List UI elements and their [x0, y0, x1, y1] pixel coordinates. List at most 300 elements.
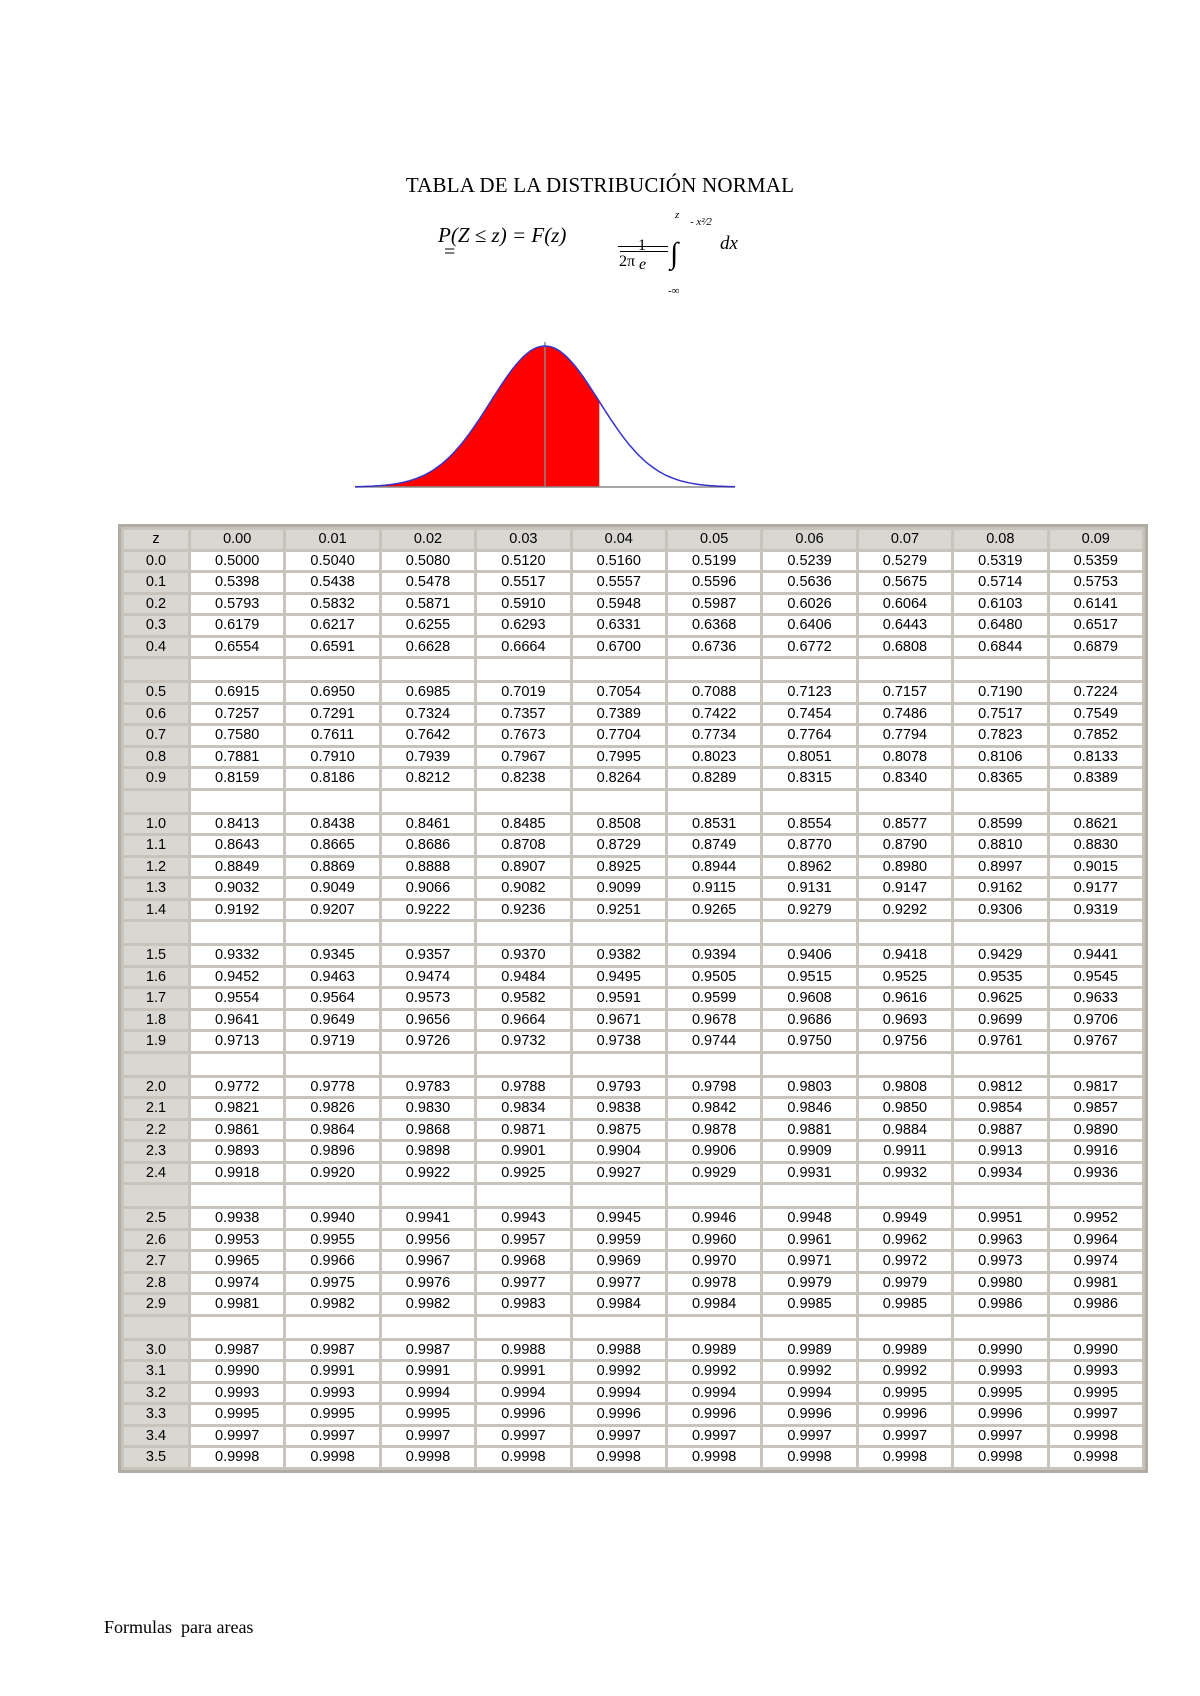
empty-cell: [286, 922, 378, 943]
prob-cell: 0.7673: [477, 726, 569, 745]
prob-cell: 0.5753: [1050, 573, 1142, 592]
empty-cell: [668, 791, 760, 812]
integral-upper-limit: z: [675, 209, 680, 221]
prob-cell: 0.9671: [573, 1011, 665, 1030]
prob-cell: 0.9994: [668, 1384, 760, 1403]
header-col: 0.04: [573, 530, 665, 549]
z-cell: 1.2: [124, 858, 188, 877]
prob-cell: 0.9306: [954, 901, 1046, 920]
empty-cell: [477, 659, 569, 680]
empty-cell: [382, 1317, 474, 1338]
prob-cell: 0.6141: [1050, 595, 1142, 614]
footer-text: Formulas para areas: [104, 1617, 254, 1637]
z-cell: 2.4: [124, 1164, 188, 1183]
prob-cell: 0.9996: [573, 1405, 665, 1424]
prob-cell: 0.9826: [286, 1099, 378, 1118]
empty-cell: [477, 791, 569, 812]
z-cell: 3.0: [124, 1341, 188, 1360]
prob-cell: 0.9997: [286, 1427, 378, 1446]
prob-cell: 0.5987: [668, 595, 760, 614]
prob-cell: 0.9957: [477, 1231, 569, 1250]
z-cell: 1.4: [124, 901, 188, 920]
prob-cell: 0.9995: [954, 1384, 1046, 1403]
prob-cell: 0.7995: [573, 748, 665, 767]
table-row: [124, 1405, 1142, 1424]
prob-cell: 0.7123: [763, 683, 855, 702]
prob-cell: 0.9986: [954, 1295, 1046, 1314]
prob-cell: 0.9959: [573, 1231, 665, 1250]
prob-cell: 0.9706: [1050, 1011, 1142, 1030]
prob-cell: 0.7549: [1050, 705, 1142, 724]
prob-cell: 0.9750: [763, 1032, 855, 1051]
prob-cell: 0.9991: [477, 1362, 569, 1381]
empty-cell: [191, 1054, 283, 1075]
prob-cell: 0.7088: [668, 683, 760, 702]
prob-cell: 0.9842: [668, 1099, 760, 1118]
table-row: [124, 1011, 1142, 1030]
prob-cell: 0.9998: [191, 1448, 283, 1467]
prob-cell: 0.9992: [859, 1362, 951, 1381]
prob-cell: 0.5793: [191, 595, 283, 614]
prob-cell: 0.6700: [573, 638, 665, 657]
prob-cell: 0.8159: [191, 769, 283, 788]
prob-cell: 0.8106: [954, 748, 1046, 767]
prob-cell: 0.8944: [668, 858, 760, 877]
empty-cell: [382, 922, 474, 943]
prob-cell: 0.8770: [763, 836, 855, 855]
prob-cell: 0.9997: [477, 1427, 569, 1446]
prob-cell: 0.9998: [477, 1448, 569, 1467]
prob-cell: 0.9978: [668, 1274, 760, 1293]
header-col: 0.02: [382, 530, 474, 549]
prob-cell: 0.9993: [1050, 1362, 1142, 1381]
prob-cell: 0.7910: [286, 748, 378, 767]
empty-cell: [954, 922, 1046, 943]
prob-cell: 0.6772: [763, 638, 855, 657]
empty-cell: [668, 1185, 760, 1206]
empty-cell: [124, 1054, 188, 1075]
prob-cell: 0.6443: [859, 616, 951, 635]
empty-cell: [124, 1185, 188, 1206]
prob-cell: 0.9995: [859, 1384, 951, 1403]
prob-cell: 0.9850: [859, 1099, 951, 1118]
table-row: [124, 595, 1142, 614]
prob-cell: 0.9920: [286, 1164, 378, 1183]
empty-cell: [859, 922, 951, 943]
formula-dx: dx: [720, 233, 738, 254]
header-col: 0.07: [859, 530, 951, 549]
prob-cell: 0.9989: [859, 1341, 951, 1360]
z-cell: 1.5: [124, 946, 188, 965]
prob-cell: 0.9162: [954, 879, 1046, 898]
prob-cell: 0.9992: [668, 1362, 760, 1381]
prob-cell: 0.9998: [1050, 1448, 1142, 1467]
prob-cell: 0.9738: [573, 1032, 665, 1051]
table-row: [124, 1341, 1142, 1360]
prob-cell: 0.8962: [763, 858, 855, 877]
prob-cell: 0.8289: [668, 769, 760, 788]
prob-cell: 0.9881: [763, 1121, 855, 1140]
prob-cell: 0.8869: [286, 858, 378, 877]
prob-cell: 0.9992: [573, 1362, 665, 1381]
empty-cell: [124, 922, 188, 943]
table-row: [124, 638, 1142, 657]
empty-cell: [1050, 922, 1142, 943]
prob-cell: 0.9989: [668, 1341, 760, 1360]
prob-cell: 0.7224: [1050, 683, 1142, 702]
prob-cell: 0.9641: [191, 1011, 283, 1030]
prob-cell: 0.5239: [763, 552, 855, 571]
prob-cell: 0.9972: [859, 1252, 951, 1271]
z-cell: 1.1: [124, 836, 188, 855]
prob-cell: 0.9929: [668, 1164, 760, 1183]
formula-coef-numerator: 1: [638, 237, 646, 254]
prob-cell: 0.9996: [477, 1405, 569, 1424]
prob-cell: 0.9744: [668, 1032, 760, 1051]
header-col: 0.00: [191, 530, 283, 549]
prob-cell: 0.9726: [382, 1032, 474, 1051]
spacer-row: [124, 1317, 1142, 1338]
prob-cell: 0.9967: [382, 1252, 474, 1271]
z-cell: 3.2: [124, 1384, 188, 1403]
empty-cell: [954, 659, 1046, 680]
z-cell: 0.9: [124, 769, 188, 788]
integral-lower-limit: -∞: [668, 285, 680, 297]
empty-cell: [859, 1185, 951, 1206]
prob-cell: 0.9943: [477, 1209, 569, 1228]
prob-cell: 0.9949: [859, 1209, 951, 1228]
prob-cell: 0.9830: [382, 1099, 474, 1118]
prob-cell: 0.9932: [859, 1164, 951, 1183]
prob-cell: 0.6179: [191, 616, 283, 635]
prob-cell: 0.7517: [954, 705, 1046, 724]
prob-cell: 0.9993: [191, 1384, 283, 1403]
prob-cell: 0.5596: [668, 573, 760, 592]
prob-cell: 0.9992: [763, 1362, 855, 1381]
prob-cell: 0.9990: [191, 1362, 283, 1381]
header-col: 0.03: [477, 530, 569, 549]
prob-cell: 0.6517: [1050, 616, 1142, 635]
prob-cell: 0.8340: [859, 769, 951, 788]
prob-cell: 0.5675: [859, 573, 951, 592]
prob-cell: 0.9966: [286, 1252, 378, 1271]
prob-cell: 0.9998: [668, 1448, 760, 1467]
empty-cell: [573, 1317, 665, 1338]
header-col: 0.06: [763, 530, 855, 549]
spacer-row: [124, 659, 1142, 680]
formula-sqrt-e: e: [639, 256, 647, 273]
prob-cell: 0.6808: [859, 638, 951, 657]
prob-cell: 0.8665: [286, 836, 378, 855]
prob-cell: 0.9732: [477, 1032, 569, 1051]
table-row: [124, 748, 1142, 767]
prob-cell: 0.9987: [382, 1341, 474, 1360]
prob-cell: 0.9896: [286, 1142, 378, 1161]
prob-cell: 0.9812: [954, 1078, 1046, 1097]
empty-cell: [763, 659, 855, 680]
prob-cell: 0.9893: [191, 1142, 283, 1161]
prob-cell: 0.9984: [668, 1295, 760, 1314]
table-row: [124, 858, 1142, 877]
prob-cell: 0.6879: [1050, 638, 1142, 657]
prob-cell: 0.9817: [1050, 1078, 1142, 1097]
prob-cell: 0.9985: [859, 1295, 951, 1314]
empty-cell: [573, 659, 665, 680]
prob-cell: 0.9505: [668, 968, 760, 987]
prob-cell: 0.9909: [763, 1142, 855, 1161]
prob-cell: 0.9990: [954, 1341, 1046, 1360]
prob-cell: 0.9906: [668, 1142, 760, 1161]
prob-cell: 0.7734: [668, 726, 760, 745]
prob-cell: 0.9925: [477, 1164, 569, 1183]
prob-cell: 0.9564: [286, 989, 378, 1008]
empty-cell: [668, 1054, 760, 1075]
prob-cell: 0.9394: [668, 946, 760, 965]
prob-cell: 0.9996: [954, 1405, 1046, 1424]
prob-cell: 0.9861: [191, 1121, 283, 1140]
empty-cell: [763, 791, 855, 812]
prob-cell: 0.9625: [954, 989, 1046, 1008]
prob-cell: 0.9803: [763, 1078, 855, 1097]
empty-cell: [286, 1054, 378, 1075]
prob-cell: 0.9997: [954, 1427, 1046, 1446]
prob-cell: 0.9987: [191, 1341, 283, 1360]
z-cell: 1.3: [124, 879, 188, 898]
prob-cell: 0.9890: [1050, 1121, 1142, 1140]
prob-cell: 0.7422: [668, 705, 760, 724]
prob-cell: 0.6064: [859, 595, 951, 614]
prob-cell: 0.9997: [668, 1427, 760, 1446]
prob-cell: 0.5000: [191, 552, 283, 571]
prob-cell: 0.9719: [286, 1032, 378, 1051]
prob-cell: 0.9996: [763, 1405, 855, 1424]
table-row: [124, 1078, 1142, 1097]
prob-cell: 0.8888: [382, 858, 474, 877]
prob-cell: 0.8810: [954, 836, 1046, 855]
empty-cell: [859, 791, 951, 812]
prob-cell: 0.9946: [668, 1209, 760, 1228]
prob-cell: 0.9474: [382, 968, 474, 987]
prob-cell: 0.9756: [859, 1032, 951, 1051]
z-cell: 3.5: [124, 1448, 188, 1467]
table-row: [124, 815, 1142, 834]
prob-cell: 0.9990: [1050, 1341, 1142, 1360]
z-cell: 0.2: [124, 595, 188, 614]
prob-cell: 0.8686: [382, 836, 474, 855]
table-row: [124, 968, 1142, 987]
prob-cell: 0.6736: [668, 638, 760, 657]
prob-cell: 0.9573: [382, 989, 474, 1008]
prob-cell: 0.9973: [954, 1252, 1046, 1271]
prob-cell: 0.9868: [382, 1121, 474, 1140]
z-cell: 0.6: [124, 705, 188, 724]
empty-cell: [191, 1185, 283, 1206]
table-row: [124, 989, 1142, 1008]
prob-cell: 0.6950: [286, 683, 378, 702]
z-cell: 1.6: [124, 968, 188, 987]
prob-cell: 0.7764: [763, 726, 855, 745]
prob-cell: 0.9988: [477, 1341, 569, 1360]
z-cell: 0.1: [124, 573, 188, 592]
table-row: [124, 769, 1142, 788]
table-row: [124, 1384, 1142, 1403]
prob-cell: 0.9986: [1050, 1295, 1142, 1314]
table-row: [124, 616, 1142, 635]
prob-cell: 0.7486: [859, 705, 951, 724]
prob-cell: 0.6591: [286, 638, 378, 657]
prob-cell: 0.9977: [477, 1274, 569, 1293]
prob-cell: 0.9452: [191, 968, 283, 987]
table-row: [124, 1448, 1142, 1467]
prob-cell: 0.9971: [763, 1252, 855, 1271]
prob-cell: 0.6255: [382, 616, 474, 635]
prob-cell: 0.9884: [859, 1121, 951, 1140]
table-row: [124, 1427, 1142, 1446]
z-table: [121, 527, 1145, 1470]
prob-cell: 0.9147: [859, 879, 951, 898]
table-row: [124, 683, 1142, 702]
prob-cell: 0.9970: [668, 1252, 760, 1271]
prob-cell: 0.9989: [763, 1341, 855, 1360]
empty-cell: [191, 922, 283, 943]
prob-cell: 0.9965: [191, 1252, 283, 1271]
empty-cell: [1050, 791, 1142, 812]
prob-cell: 0.9699: [954, 1011, 1046, 1030]
prob-cell: 0.9975: [286, 1274, 378, 1293]
prob-cell: 0.9993: [286, 1384, 378, 1403]
prob-cell: 0.5279: [859, 552, 951, 571]
prob-cell: 0.9927: [573, 1164, 665, 1183]
prob-cell: 0.9964: [1050, 1231, 1142, 1250]
prob-cell: 0.8413: [191, 815, 283, 834]
z-cell: 3.1: [124, 1362, 188, 1381]
z-cell: 3.4: [124, 1427, 188, 1446]
prob-cell: 0.9767: [1050, 1032, 1142, 1051]
prob-cell: 0.8708: [477, 836, 569, 855]
prob-cell: 0.8133: [1050, 748, 1142, 767]
prob-cell: 0.7054: [573, 683, 665, 702]
prob-cell: 0.7704: [573, 726, 665, 745]
prob-cell: 0.9693: [859, 1011, 951, 1030]
prob-cell: 0.9941: [382, 1209, 474, 1228]
normal-cdf-formula: [420, 209, 800, 315]
prob-cell: 0.9406: [763, 946, 855, 965]
prob-cell: 0.9798: [668, 1078, 760, 1097]
empty-cell: [191, 791, 283, 812]
empty-cell: [1050, 1185, 1142, 1206]
prob-cell: 0.9997: [573, 1427, 665, 1446]
table-body: [124, 552, 1142, 1467]
prob-cell: 0.8830: [1050, 836, 1142, 855]
prob-cell: 0.6331: [573, 616, 665, 635]
empty-cell: [286, 791, 378, 812]
integral-sign: ∫: [670, 237, 679, 270]
prob-cell: 0.7157: [859, 683, 951, 702]
formula-coef-denominator: 2π: [619, 253, 636, 270]
empty-cell: [859, 1054, 951, 1075]
prob-cell: 0.9664: [477, 1011, 569, 1030]
normal-curve-chart: [355, 342, 735, 492]
prob-cell: 0.9994: [477, 1384, 569, 1403]
prob-cell: 0.7823: [954, 726, 1046, 745]
page-title: TABLA DE LA DISTRIBUCIÓN NORMAL: [405, 173, 795, 197]
prob-cell: 0.8749: [668, 836, 760, 855]
empty-cell: [1050, 659, 1142, 680]
prob-cell: 0.9834: [477, 1099, 569, 1118]
prob-cell: 0.6985: [382, 683, 474, 702]
prob-cell: 0.9382: [573, 946, 665, 965]
prob-cell: 0.9545: [1050, 968, 1142, 987]
prob-cell: 0.9931: [763, 1164, 855, 1183]
prob-cell: 0.6554: [191, 638, 283, 657]
prob-cell: 0.9980: [954, 1274, 1046, 1293]
prob-cell: 0.9591: [573, 989, 665, 1008]
empty-cell: [954, 791, 1046, 812]
empty-cell: [763, 1317, 855, 1338]
prob-cell: 0.9976: [382, 1274, 474, 1293]
prob-cell: 0.9236: [477, 901, 569, 920]
spacer-row: [124, 1054, 1142, 1075]
prob-cell: 0.9985: [763, 1295, 855, 1314]
prob-cell: 0.7389: [573, 705, 665, 724]
prob-cell: 0.9994: [573, 1384, 665, 1403]
prob-cell: 0.7967: [477, 748, 569, 767]
prob-cell: 0.9974: [191, 1274, 283, 1293]
fraction-bar-double: [620, 251, 668, 252]
prob-cell: 0.9808: [859, 1078, 951, 1097]
prob-cell: 0.5517: [477, 573, 569, 592]
empty-cell: [573, 1054, 665, 1075]
prob-cell: 0.9998: [286, 1448, 378, 1467]
prob-cell: 0.9969: [573, 1252, 665, 1271]
prob-cell: 0.9996: [859, 1405, 951, 1424]
table-row: [124, 726, 1142, 745]
empty-cell: [382, 1054, 474, 1075]
prob-cell: 0.9525: [859, 968, 951, 987]
prob-cell: 0.8438: [286, 815, 378, 834]
prob-cell: 0.9772: [191, 1078, 283, 1097]
prob-cell: 0.9207: [286, 901, 378, 920]
prob-cell: 0.9192: [191, 901, 283, 920]
prob-cell: 0.8577: [859, 815, 951, 834]
prob-cell: 0.9838: [573, 1099, 665, 1118]
table-row: [124, 1032, 1142, 1051]
prob-cell: 0.9934: [954, 1164, 1046, 1183]
z-cell: 0.0: [124, 552, 188, 571]
table-row: [124, 1099, 1142, 1118]
prob-cell: 0.9854: [954, 1099, 1046, 1118]
prob-cell: 0.9998: [1050, 1427, 1142, 1446]
prob-cell: 0.6103: [954, 595, 1046, 614]
empty-cell: [668, 922, 760, 943]
prob-cell: 0.9332: [191, 946, 283, 965]
prob-cell: 0.9015: [1050, 858, 1142, 877]
prob-cell: 0.8925: [573, 858, 665, 877]
prob-cell: 0.9997: [191, 1427, 283, 1446]
prob-cell: 0.9948: [763, 1209, 855, 1228]
prob-cell: 0.9345: [286, 946, 378, 965]
z-cell: 0.7: [124, 726, 188, 745]
prob-cell: 0.9979: [859, 1274, 951, 1293]
z-cell: 3.3: [124, 1405, 188, 1424]
prob-cell: 0.9995: [286, 1405, 378, 1424]
prob-cell: 0.7019: [477, 683, 569, 702]
table-row: [124, 836, 1142, 855]
prob-cell: 0.5199: [668, 552, 760, 571]
prob-cell: 0.9977: [573, 1274, 665, 1293]
table-row: [124, 1209, 1142, 1228]
prob-cell: 0.9032: [191, 879, 283, 898]
